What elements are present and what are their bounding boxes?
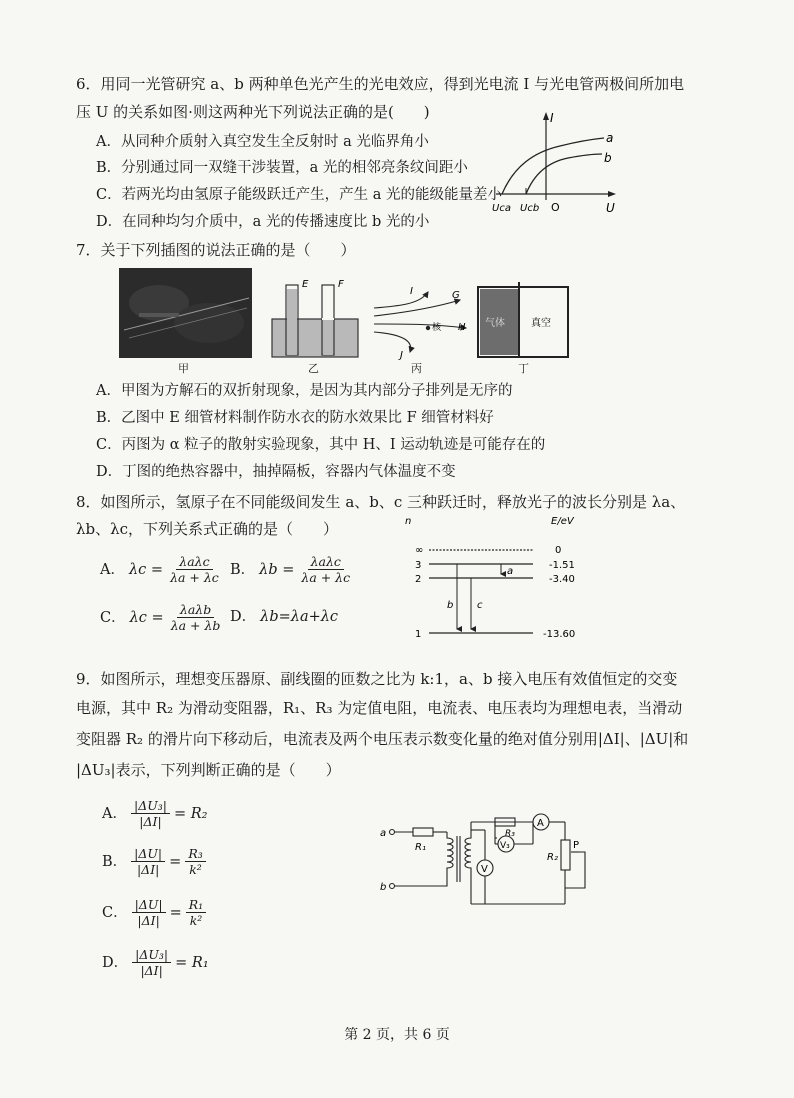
q7-figure-bing-scattering [370, 282, 482, 362]
nucleus-label: 核 [432, 323, 442, 333]
q9-option-a-label: A． [102, 805, 127, 822]
q9-option-b-rhs-den: k² [189, 862, 202, 877]
q8-option-c-label: C． [100, 609, 126, 626]
q8-option-b-num: λaλc [308, 554, 344, 570]
level-3-n: 3 [415, 560, 422, 571]
q9-transformer-circuit [375, 808, 605, 912]
transition-b-label: b [447, 600, 454, 611]
terminal-b-label: b [380, 882, 387, 893]
q6-option-a: A．从同种介质射入真空发生全反射时 a 光临界角小 [96, 134, 429, 150]
vacuum-label: 真空 [531, 318, 551, 329]
q9-option-d-label: D． [102, 954, 129, 971]
q8-option-a-lhs: λc = [128, 561, 164, 578]
curve-b-label: b [604, 151, 612, 165]
q9-option-c-fraction [132, 897, 166, 928]
secondary-coil [465, 830, 471, 904]
q6-option-b: B．分别通过同一双缝干涉装置，a 光的相邻亮条纹间距小 [96, 160, 468, 176]
q8-option-a [100, 554, 222, 585]
terminal-a [390, 830, 395, 835]
q9-option-b-eq: = [169, 853, 182, 870]
q7-option-d: D．丁图的绝热容器中，抽掉隔板，容器内气体温度不变 [96, 464, 456, 480]
q8-stem-line1: 8．如图所示，氢原子在不同能级间发生 a、b、c 三种跃迁时，释放光子的波长分别是 λa、 [76, 493, 686, 511]
n-axis-label: n [405, 516, 412, 527]
q8-option-a-fraction [167, 554, 222, 585]
q9-option-c-rhs-num: R₁ [186, 897, 206, 913]
terminal-b [390, 884, 395, 889]
q8-option-c-num: λaλb [177, 602, 214, 618]
q9-option-c-rhs-den: k² [189, 913, 203, 928]
q7-caption-bing: 丙 [411, 362, 422, 375]
q7-caption-ding: 丁 [518, 362, 529, 375]
x-axis-arrow [608, 191, 616, 197]
tube-f-label: F [338, 279, 344, 290]
curve-b [526, 154, 602, 194]
q8-option-c-lhs: λc = [129, 609, 164, 626]
q9-option-d [102, 947, 209, 978]
track-i-label: I [410, 286, 413, 297]
q8-option-a-label: A． [100, 561, 125, 578]
level-2-n: 2 [415, 574, 422, 585]
q9-option-c-num: |ΔU| [132, 897, 166, 913]
transition-a-label: a [507, 566, 514, 577]
q7-figure-jia-photo [119, 268, 252, 358]
q9-option-d-fraction [132, 947, 171, 978]
page-footer: 第 2 页，共 6 页 [344, 1027, 450, 1043]
q8-option-b [230, 554, 353, 585]
q8-stem-line2: λb、λc，下列关系式正确的是（ ） [76, 520, 339, 538]
q9-option-b-den: |ΔI| [136, 862, 160, 877]
q6-option-c: C．若两光均由氢原子能级跃迁产生，产生 a 光的能级能量差小 [96, 187, 502, 203]
level-2-energy: -3.40 [549, 574, 575, 585]
q8-option-d-label: D． [230, 609, 257, 625]
level-3-energy: -1.51 [549, 560, 575, 571]
q9-option-b-rhs-fraction [185, 846, 205, 877]
transition-c-label: c [477, 600, 483, 611]
resistor-r1 [413, 828, 433, 836]
q7-caption-jia: 甲 [178, 362, 189, 375]
terminal-a-label: a [380, 828, 387, 839]
y-axis-arrow [543, 112, 549, 120]
v-label: V [481, 864, 488, 875]
track-h-label: H [458, 322, 466, 333]
curve-a [502, 138, 604, 194]
level-inf-energy: 0 [555, 545, 562, 556]
v3-label: V₃ [500, 841, 510, 851]
q9-stem-line2: 电源，其中 R₂ 为滑动变阻器，R₁、R₃ 为定值电阻，电流表、电压表均为理想电表，当滑动 [76, 699, 683, 717]
q8-option-b-den: λa + λc [301, 570, 351, 585]
gas-label: 气体 [485, 318, 505, 329]
ammeter-label: A [537, 818, 544, 829]
q8-energy-level-diagram [405, 512, 595, 644]
q6-stem-line1: 6．用同一光管研究 a、b 两种单色光产生的光电效应，得到光电流 I 与光电管两极间所加电 [76, 75, 685, 93]
q8-option-c-den: λa + λb [170, 618, 221, 633]
q6-iu-graph [490, 108, 620, 220]
q9-option-b-label: B． [102, 853, 128, 870]
q9-option-c [102, 897, 206, 928]
level-1-energy: -13.60 [543, 629, 576, 640]
q9-option-a-den: |ΔI| [139, 814, 162, 829]
q9-stem-line3: 变阻器 R₂ 的滑片向下移动后，电流表及两个电压表示数变化量的绝对值分别用|ΔI|、|ΔU|和 [76, 730, 689, 748]
q8-option-d [230, 606, 338, 628]
q8-option-a-den: λa + λc [170, 570, 219, 585]
q7-option-c: C．丙图为 α 粒子的散射实验现象，其中 H、I 运动轨迹是可能存在的 [96, 437, 546, 453]
q8-option-c [100, 602, 223, 633]
resistor-r2 [561, 840, 570, 870]
q9-stem-line1: 9．如图所示，理想变压器原、副线圈的匝数之比为 k:1，a、b 接入电压有效值恒定的交变 [76, 670, 678, 688]
q6-option-d: D．在同种均匀介质中，a 光的传播速度比 b 光的小 [96, 214, 430, 230]
q8-option-c-fraction [168, 602, 224, 633]
q7-figure-yi-capillary [270, 275, 362, 359]
q9-option-b [102, 846, 206, 877]
q8-option-a-num: λaλc [176, 554, 212, 570]
level-inf-n: ∞ [415, 545, 424, 556]
curve-a-label: a [606, 131, 614, 145]
r3-label: R₃ [505, 829, 515, 839]
q9-option-b-num: |ΔU| [131, 846, 165, 862]
uca-label: Uca [492, 203, 511, 214]
q9-option-c-rhs-fraction [186, 897, 206, 928]
track-j-label: J [400, 350, 403, 361]
q9-option-c-den: |ΔI| [137, 913, 160, 928]
q6-stem-line2: 压 U 的关系如图·则这两种光下列说法正确的是( ) [76, 103, 430, 121]
level-1-n: 1 [415, 629, 422, 640]
q9-option-a-num: |ΔU₃| [131, 798, 170, 814]
q8-option-d-text: λb=λa+λc [260, 609, 339, 625]
q9-option-a [102, 798, 207, 829]
r2-label: R₂ [547, 852, 558, 863]
q9-option-d-rhs: = R₁ [175, 954, 209, 971]
q7-option-a: A．甲图为方解石的双折射现象，是因为其内部分子排列是无序的 [96, 383, 513, 399]
q9-option-c-label: C． [102, 904, 128, 921]
slider-p-label: P [573, 840, 580, 851]
q9-option-b-rhs-num: R₃ [185, 846, 205, 862]
q9-option-a-rhs: = R₂ [173, 805, 208, 822]
q9-option-c-eq: = [169, 904, 182, 921]
q8-option-b-lhs: λb = [259, 561, 295, 578]
energy-axis-label: E/eV [551, 516, 574, 527]
track-g-label: G [452, 290, 460, 301]
tube-e-label: E [302, 279, 309, 290]
primary-coil [395, 832, 453, 886]
q9-option-d-num: |ΔU₃| [132, 947, 171, 963]
q9-option-a-fraction [131, 798, 170, 829]
q7-option-b: B．乙图中 E 细管材料制作防水衣的防水效果比 F 细管材料好 [96, 410, 494, 426]
x-axis-label: U [606, 201, 615, 215]
q9-option-d-den: |ΔI| [140, 963, 163, 978]
y-axis-label: I [550, 111, 554, 125]
q7-figure-ding-container [477, 282, 569, 360]
q9-option-b-fraction [131, 846, 165, 877]
q8-option-b-fraction [298, 554, 353, 585]
origin-label: O [551, 201, 560, 214]
r1-label: R₁ [415, 842, 426, 853]
ucb-label: Ucb [520, 203, 540, 214]
q7-stem: 7．关于下列插图的说法正确的是（ ） [76, 241, 356, 259]
q9-stem-line4: |ΔU₃|表示，下列判断正确的是（ ） [76, 761, 341, 779]
q8-option-b-label: B． [230, 561, 256, 578]
q7-caption-yi: 乙 [308, 362, 319, 375]
